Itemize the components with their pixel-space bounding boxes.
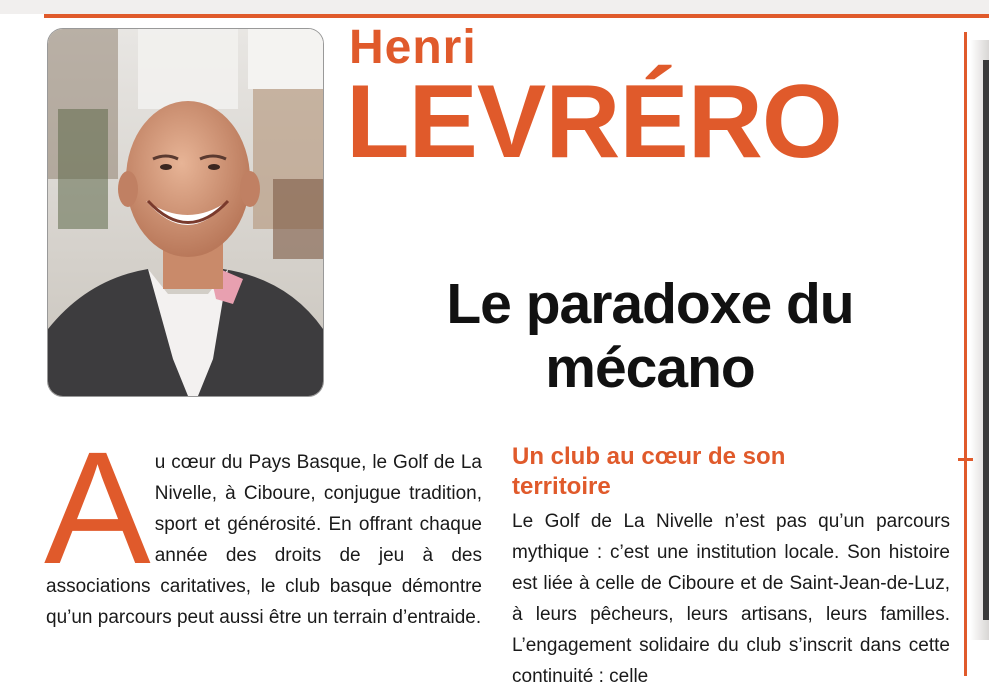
author-first-name: Henri	[349, 21, 477, 74]
section-subheading: Un club au cœur de son territoire	[512, 443, 786, 500]
body-paragraph: Le Golf de La Nivelle n’est pas qu’un parcours mythique : c’est une institution locale. Son histoire est liée à celle de Ciboure et de Saint-Jean-de-Luz, à leurs pêcheurs, leurs artisans, leurs familles. L’engagement solidaire du club s’inscrit dans cette continuité : celle	[512, 511, 950, 687]
article-title: Le paradoxe du mécano	[446, 272, 854, 400]
top-rule	[44, 14, 989, 18]
dropcap-letter: A	[44, 418, 151, 597]
page-edge	[983, 60, 989, 620]
intro-paragraph	[44, 418, 482, 633]
intro-text: u cœur du Pays Basque, le Golf de La Nivelle, à Ciboure, conjugue tradition, sport et générosité. En offrant chaque année des droits de jeu à des associations caritatives, le club basque démontre qu’un parcours peut aussi être un terrain d’entraide.	[46, 452, 482, 628]
author-last-name: LEVRÉRO	[346, 64, 842, 180]
page-top-strip	[0, 0, 989, 14]
column-rule	[964, 32, 967, 676]
portrait-photo	[47, 28, 324, 397]
column-rule-tick	[958, 458, 973, 461]
